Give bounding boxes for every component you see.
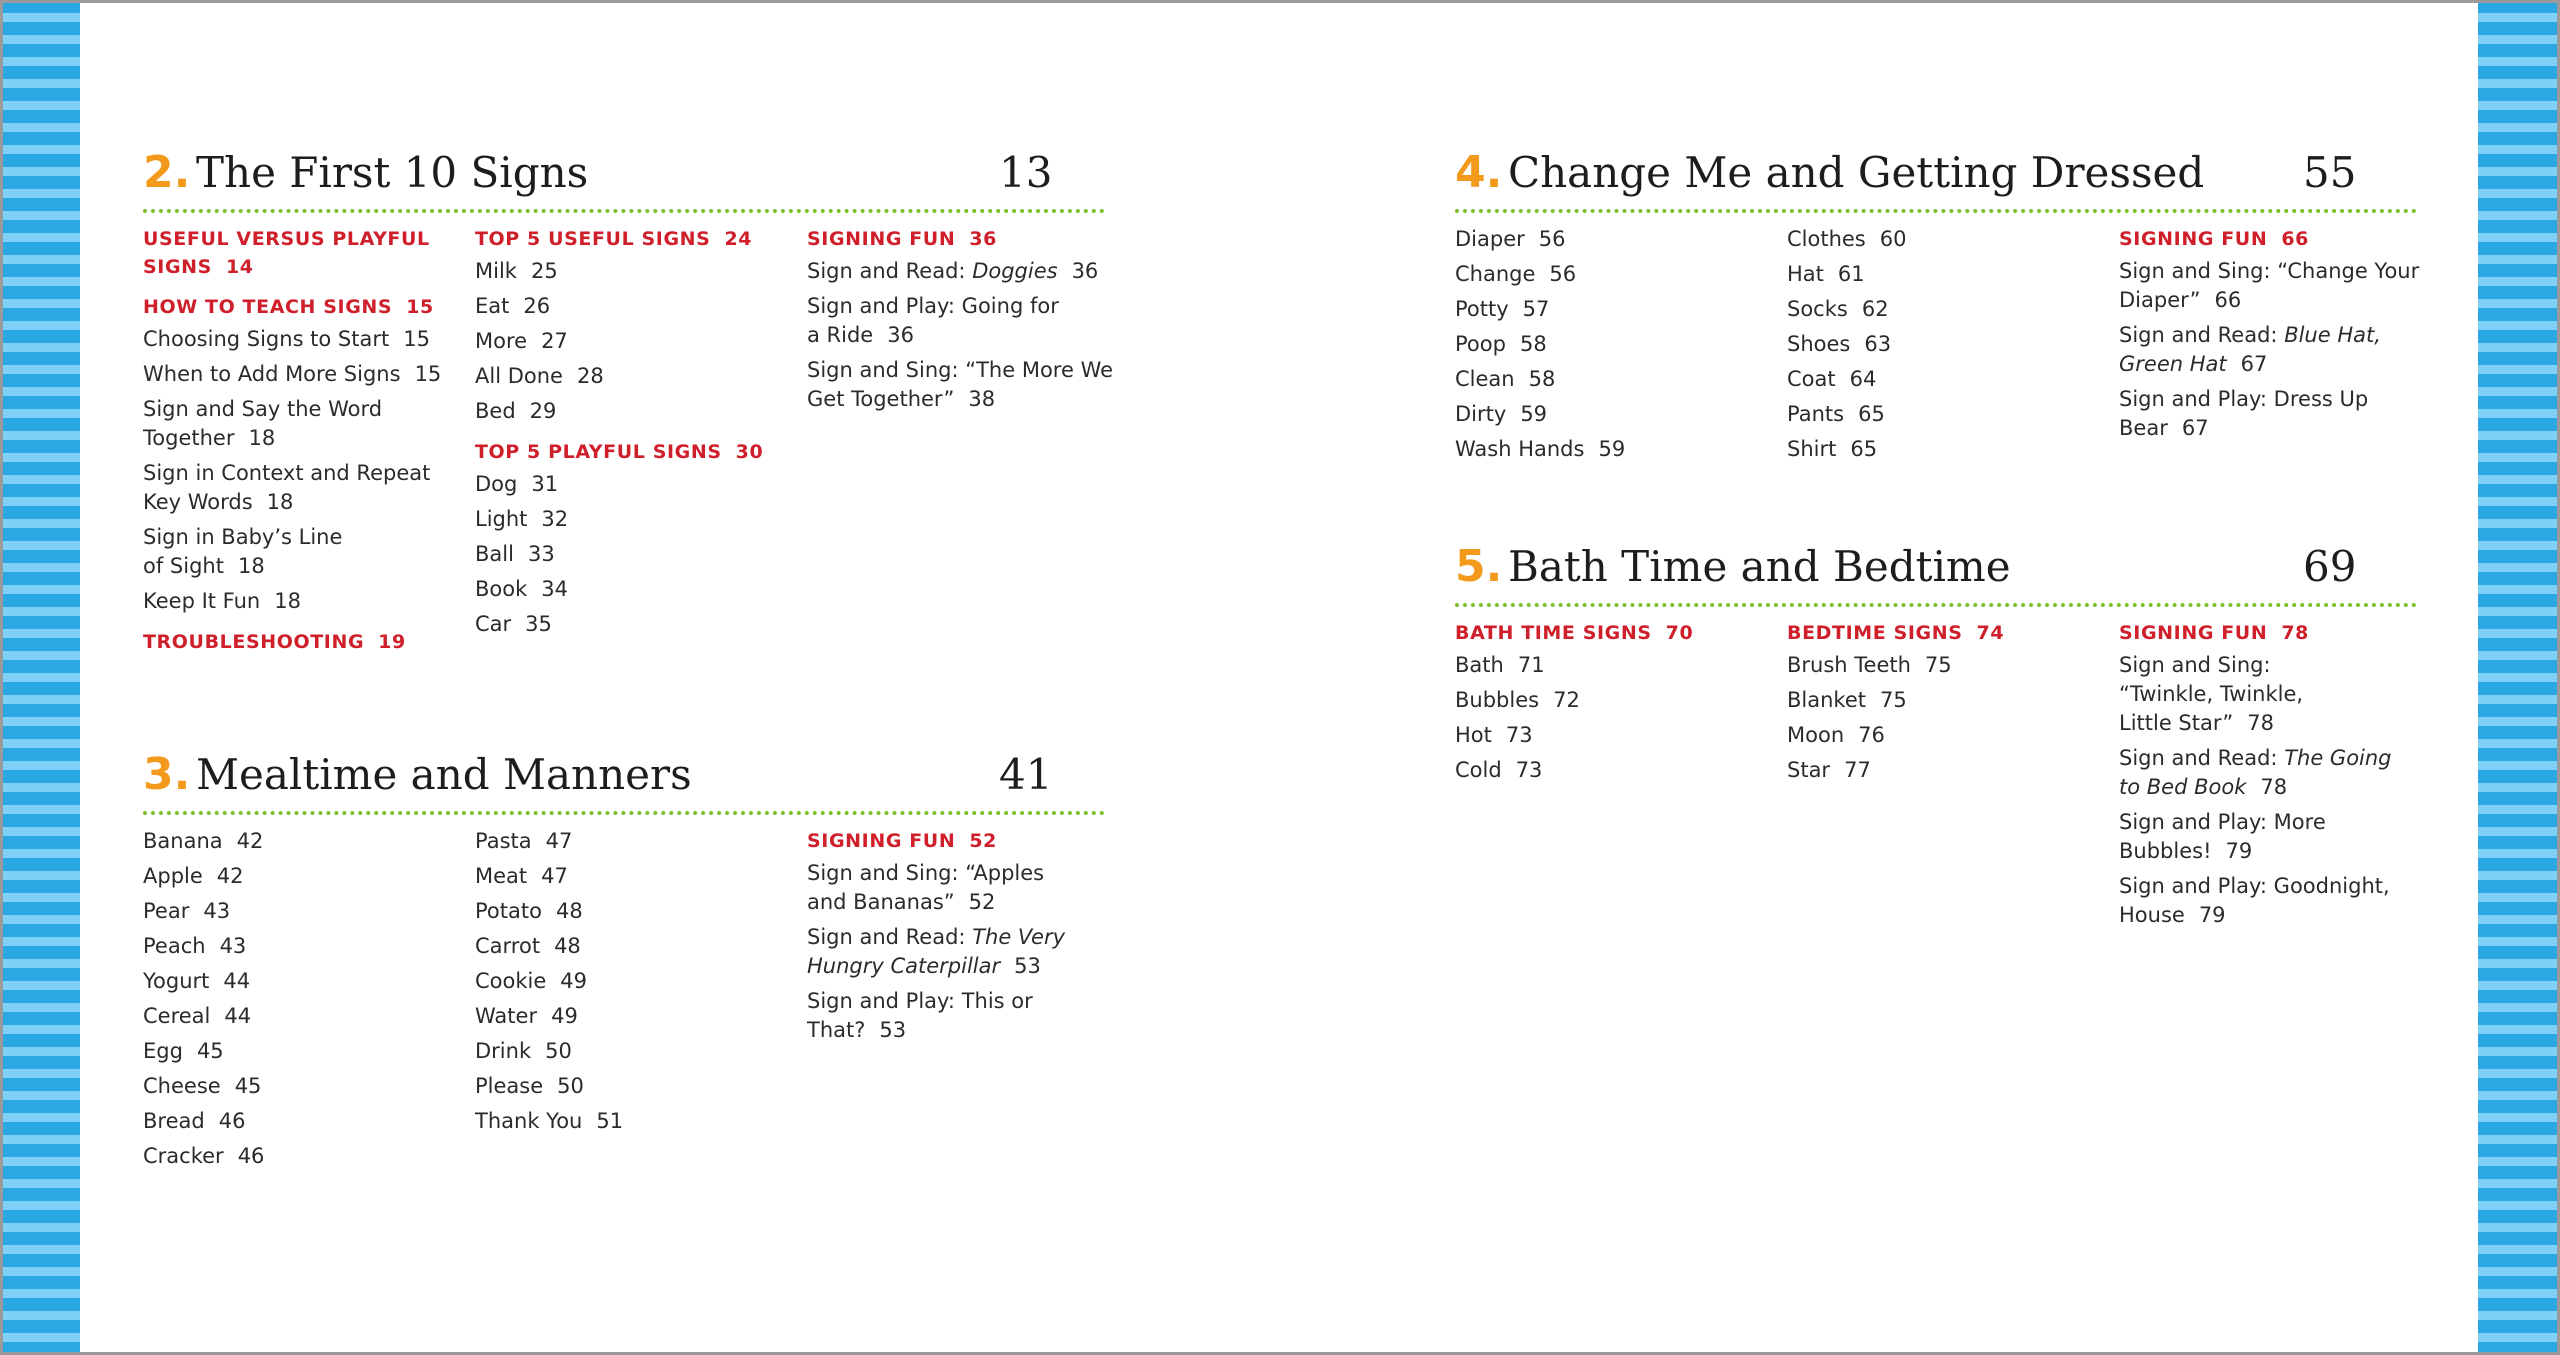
toc-entry[interactable]: Clean 58 <box>1455 367 1556 391</box>
toc-entry[interactable]: Hot 73 <box>1455 723 1533 747</box>
toc-entry[interactable]: Book 34 <box>475 577 568 601</box>
column-2 <box>1787 619 2097 791</box>
toc-entry[interactable]: Coat 64 <box>1787 367 1877 391</box>
column-1 <box>143 827 453 1177</box>
toc-entry[interactable]: Dog 31 <box>475 472 559 496</box>
section-title: The First 10 Signs <box>196 148 589 197</box>
toc-entry[interactable]: Dirty 59 <box>1455 402 1548 426</box>
toc-entry[interactable]: Water 49 <box>475 1004 578 1028</box>
toc-entry[interactable]: Potty 57 <box>1455 297 1550 321</box>
toc-entry[interactable]: Pants 65 <box>1787 402 1885 426</box>
toc-entry[interactable]: Peach 43 <box>143 934 247 958</box>
column-3 <box>2119 225 2429 449</box>
toc-entry[interactable]: Star 77 <box>1787 758 1871 782</box>
toc-entry[interactable]: Sign and Play: Goodnight, House 79 <box>2119 874 2390 927</box>
dotted-divider <box>1455 603 2417 607</box>
toc-entry[interactable]: Sign and Sing: “Twinkle, Twinkle, Little Star” 78 <box>2119 653 2304 735</box>
toc-entry[interactable]: Shoes 63 <box>1787 332 1892 356</box>
dotted-divider <box>143 811 1105 815</box>
section-header <box>143 747 1105 803</box>
subsection-heading[interactable]: BEDTIME SIGNS 74 <box>1787 622 2005 644</box>
toc-entry[interactable]: Sign in Baby’s Line of Sight 18 <box>143 525 343 578</box>
section-header <box>1455 539 2417 595</box>
column-2 <box>475 827 785 1142</box>
toc-entry[interactable]: Carrot 48 <box>475 934 581 958</box>
toc-entry[interactable]: Bath 71 <box>1455 653 1545 677</box>
section-header <box>1455 145 2417 201</box>
toc-entry[interactable]: Sign and Read: Doggies 36 <box>807 259 1099 283</box>
toc-entry[interactable]: Sign and Play: Dress Up Bear 67 <box>2119 387 2369 440</box>
subsection-heading[interactable]: TOP 5 PLAYFUL SIGNS 30 <box>475 441 764 463</box>
toc-entry[interactable]: Sign and Read: Blue Hat, Green Hat 67 <box>2119 323 2381 376</box>
section-page: 41 <box>999 750 1053 799</box>
column-3 <box>807 225 1117 420</box>
toc-entry[interactable]: Sign and Play: Going for a Ride 36 <box>807 294 1059 347</box>
toc-entry[interactable]: Egg 45 <box>143 1039 224 1063</box>
toc-entry[interactable]: Cold 73 <box>1455 758 1543 782</box>
section-title: Bath Time and Bedtime <box>1508 542 2011 591</box>
subsection-heading[interactable]: BATH TIME SIGNS 70 <box>1455 622 1694 644</box>
toc-entry[interactable]: Sign and Sing: “The More We Get Together” 38 <box>807 358 1114 411</box>
toc-entry[interactable]: Sign and Play: More Bubbles! 79 <box>2119 810 2326 863</box>
toc-entry[interactable]: Hat 61 <box>1787 262 1865 286</box>
toc-entry[interactable]: Banana 42 <box>143 829 264 853</box>
right-blue-stripe-border <box>2478 0 2560 1355</box>
toc-entry[interactable]: Pasta 47 <box>475 829 573 853</box>
toc-entry[interactable]: Choosing Signs to Start 15 <box>143 327 430 351</box>
toc-entry[interactable]: Wash Hands 59 <box>1455 437 1626 461</box>
toc-entry[interactable]: Sign and Sing: “Change Your Diaper” 66 <box>2119 259 2420 312</box>
toc-entry[interactable]: Pear 43 <box>143 899 231 923</box>
toc-entry[interactable]: Sign and Play: This or That? 53 <box>807 989 1033 1042</box>
section-page: 69 <box>2303 542 2357 591</box>
toc-entry[interactable]: Thank You 51 <box>475 1109 624 1133</box>
column-2 <box>475 225 785 645</box>
toc-entry[interactable]: Ball 33 <box>475 542 555 566</box>
subsection-heading[interactable]: TROUBLESHOOTING 19 <box>143 631 406 653</box>
toc-entry[interactable]: Car 35 <box>475 612 552 636</box>
section-3 <box>143 747 1105 1168</box>
section-number: 3. <box>143 749 191 800</box>
column-1 <box>1455 225 1765 470</box>
toc-entry[interactable]: Change 56 <box>1455 262 1577 286</box>
section-number: 5. <box>1455 541 1503 592</box>
toc-entry[interactable]: Eat 26 <box>475 294 551 318</box>
toc-entry[interactable]: Bread 46 <box>143 1109 246 1133</box>
subsection-heading[interactable]: TOP 5 USEFUL SIGNS 24 <box>475 228 753 250</box>
toc-entry[interactable]: Shirt 65 <box>1787 437 1878 461</box>
section-title: Mealtime and Manners <box>196 750 692 799</box>
column-2 <box>1787 225 2097 470</box>
toc-entry[interactable]: Milk 25 <box>475 259 558 283</box>
section-header <box>143 145 1105 201</box>
section-title: Change Me and Getting Dressed <box>1508 148 2205 197</box>
subsection-heading[interactable]: SIGNING FUN 36 <box>807 228 997 250</box>
column-3 <box>807 827 1117 1051</box>
section-2 <box>143 145 1114 653</box>
toc-entry[interactable]: Apple 42 <box>143 864 244 888</box>
toc-entry[interactable]: Cookie 49 <box>475 969 588 993</box>
subsection-heading[interactable]: USEFUL VERSUS PLAYFUL SIGNS 14 <box>143 228 430 278</box>
section-page: 13 <box>999 148 1053 197</box>
toc-entry[interactable]: Meat 47 <box>475 864 568 888</box>
toc-entry[interactable]: Sign in Context and Repeat Key Words 18 <box>143 461 431 514</box>
section-number: 4. <box>1455 147 1503 198</box>
toc-entry[interactable]: Please 50 <box>475 1074 584 1098</box>
toc-entry[interactable]: Moon 76 <box>1787 723 1885 747</box>
toc-entry[interactable]: Brush Teeth 75 <box>1787 653 1952 677</box>
toc-entry[interactable]: Cracker 46 <box>143 1144 265 1168</box>
toc-entry[interactable]: Bed 29 <box>475 399 557 423</box>
subsection-heading[interactable]: SIGNING FUN 52 <box>807 830 997 852</box>
dotted-divider <box>143 209 1105 213</box>
section-number: 2. <box>143 147 191 198</box>
toc-entry[interactable]: All Done 28 <box>475 364 604 388</box>
toc-entry[interactable]: Sign and Read: The Very Hungry Caterpillar 53 <box>807 925 1066 978</box>
toc-entry[interactable]: Sign and Sing: “Apples and Bananas” 52 <box>807 861 1045 914</box>
toc-entry[interactable]: Potato 48 <box>475 899 583 923</box>
toc-entry[interactable]: Cereal 44 <box>143 1004 252 1028</box>
toc-entry[interactable]: Sign and Read: The Going to Bed Book 78 <box>2119 746 2392 799</box>
toc-entry[interactable]: Blanket 75 <box>1787 688 1907 712</box>
left-blue-stripe-border <box>0 0 80 1355</box>
section-5 <box>1455 539 2417 927</box>
toc-entry[interactable]: Poop 58 <box>1455 332 1547 356</box>
toc-entry[interactable]: Sign and Say the Word Together 18 <box>143 397 383 450</box>
toc-entry[interactable]: When to Add More Signs 15 <box>143 362 442 386</box>
toc-entry[interactable]: Keep It Fun 18 <box>143 589 301 613</box>
toc-entry[interactable]: Clothes 60 <box>1787 227 1907 251</box>
toc-entry[interactable]: Light 32 <box>475 507 569 531</box>
subsection-heading[interactable]: HOW TO TEACH SIGNS 15 <box>143 296 434 318</box>
dotted-divider <box>1455 209 2417 213</box>
toc-entry[interactable]: More 27 <box>475 329 568 353</box>
column-3 <box>2119 619 2429 936</box>
subsection-heading[interactable]: SIGNING FUN 66 <box>2119 228 2309 250</box>
toc-entry[interactable]: Cheese 45 <box>143 1074 262 1098</box>
toc-entry[interactable]: Bubbles 72 <box>1455 688 1580 712</box>
toc-entry[interactable]: Drink 50 <box>475 1039 572 1063</box>
toc-entry[interactable]: Yogurt 44 <box>143 969 251 993</box>
subsection-heading[interactable]: SIGNING FUN 78 <box>2119 622 2309 644</box>
section-4 <box>1455 145 2420 461</box>
column-1 <box>1455 619 1765 791</box>
toc-entry[interactable]: Diaper 56 <box>1455 227 1566 251</box>
column-1 <box>143 225 453 660</box>
section-page: 55 <box>2303 148 2357 197</box>
toc-entry[interactable]: Socks 62 <box>1787 297 1889 321</box>
